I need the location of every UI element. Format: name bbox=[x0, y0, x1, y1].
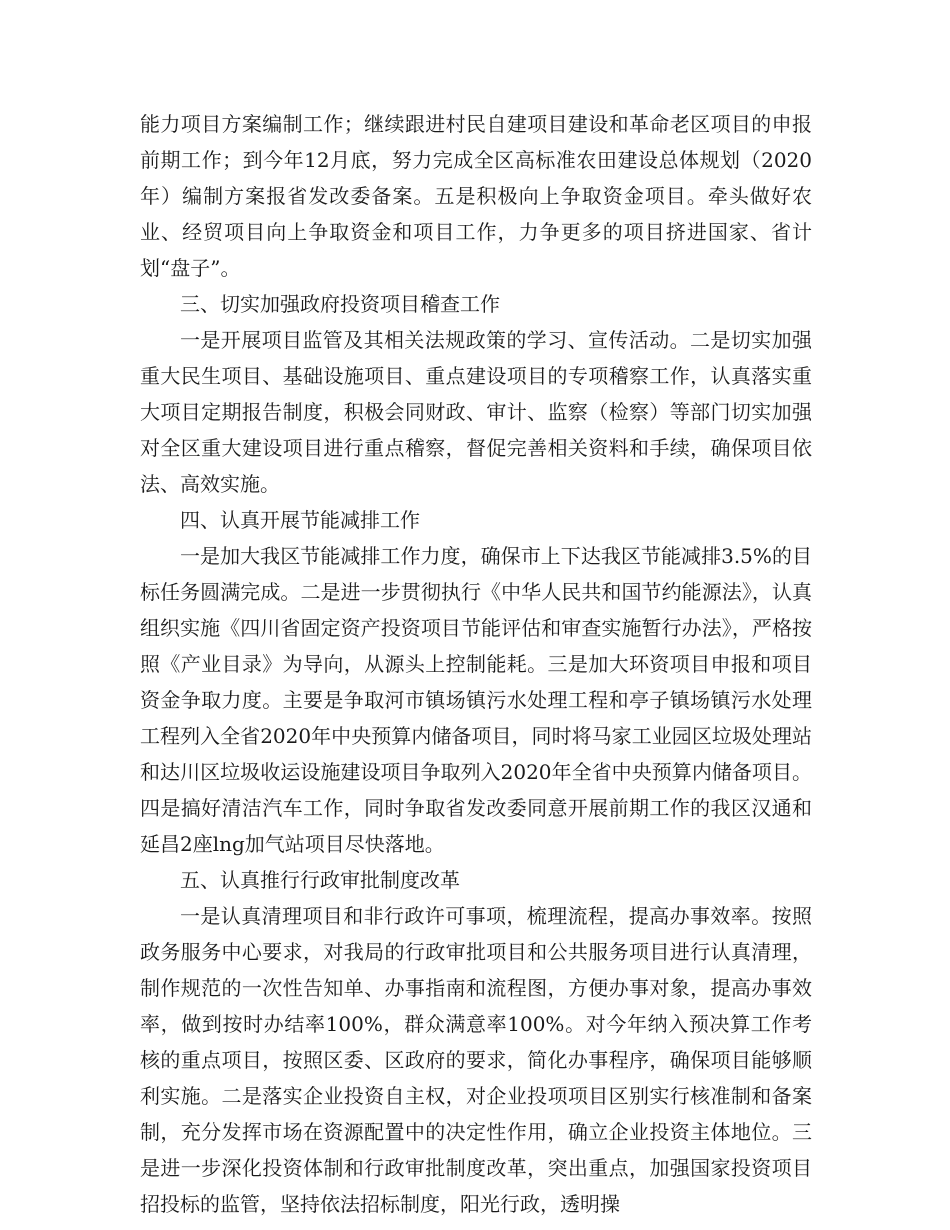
paragraph-section-4: 一是加大我区节能减排工作力度，确保市上下达我区节能减排3.5%的目标任务圆满完成。二是进一步贯彻执行《中华人民共和国节约能源法》，认真组织实施《四川省固定资产投资项目节能评估和审查实施暂行办法》，严格按照《产业目录》为导向，从源头上控制能耗。三是加大环资项目申报和项目资金争取力度。主要是争取河市镇场镇污水处理工程和亭子镇场镇污水处理工程列入全省2020年中央预算内储备项目，同时将马家工业园区垃圾处理站和达川区垃圾收运设施建设项目争取列入2020年全省中央预算内储备项目。四是搞好清洁汽车工作，同时争取省发改委同意开展前期工作的我区汉通和延昌2座lng加气站项目尽快落地。 bbox=[140, 544, 812, 856]
paragraph-section-3: 一是开展项目监管及其相关法规政策的学习、宣传活动。二是切实加强重大民生项目、基础设施项目、重点建设项目的专项稽察工作，认真落实重大项目定期报告制度，积极会同财政、审计、监察（检察）等部门切实加强对全区重大建设项目进行重点稽察，督促完善相关资料和手续，确保项目依法、高效实施。 bbox=[140, 328, 812, 496]
section-heading-5: 五、认真推行行政审批制度改革 bbox=[180, 868, 460, 892]
section-heading-3: 三、切实加强政府投资项目稽查工作 bbox=[180, 292, 500, 316]
document-page bbox=[140, 106, 812, 1222]
section-heading-4: 四、认真开展节能减排工作 bbox=[180, 508, 420, 532]
paragraph-section-5: 一是认真清理项目和非行政许可事项，梳理流程，提高办事效率。按照政务服务中心要求，对我局的行政审批项目和公共服务项目进行认真清理，制作规范的一次性告知单、办事指南和流程图，方便办事对象，提高办事效率，做到按时办结率100%，群众满意率100%。对今年纳入预决算工作考核的重点项目，按照区委、区政府的要求，简化办事程序，确保项目能够顺利实施。二是落实企业投资自主权，对企业投项项目区别实行核准制和备案制，充分发挥市场在资源配置中的决定性作用，确立企业投资主体地位。三是进一步深化投资体制和行政审批制度改革，突出重点，加强国家投资项目招投标的监管，坚持依法招标制度，阳光行政，透明操 bbox=[140, 904, 812, 1216]
paragraph-continuation: 能力项目方案编制工作；继续跟进村民自建项目建设和革命老区项目的申报前期工作；到今年12月底，努力完成全区高标准农田建设总体规划（2020年）编制方案报省发改委备案。五是积极向上争取资金项目。牵头做好农业、经贸项目向上争取资金和项目工作，力争更多的项目挤进国家、省计划“盘子”。 bbox=[140, 112, 812, 280]
